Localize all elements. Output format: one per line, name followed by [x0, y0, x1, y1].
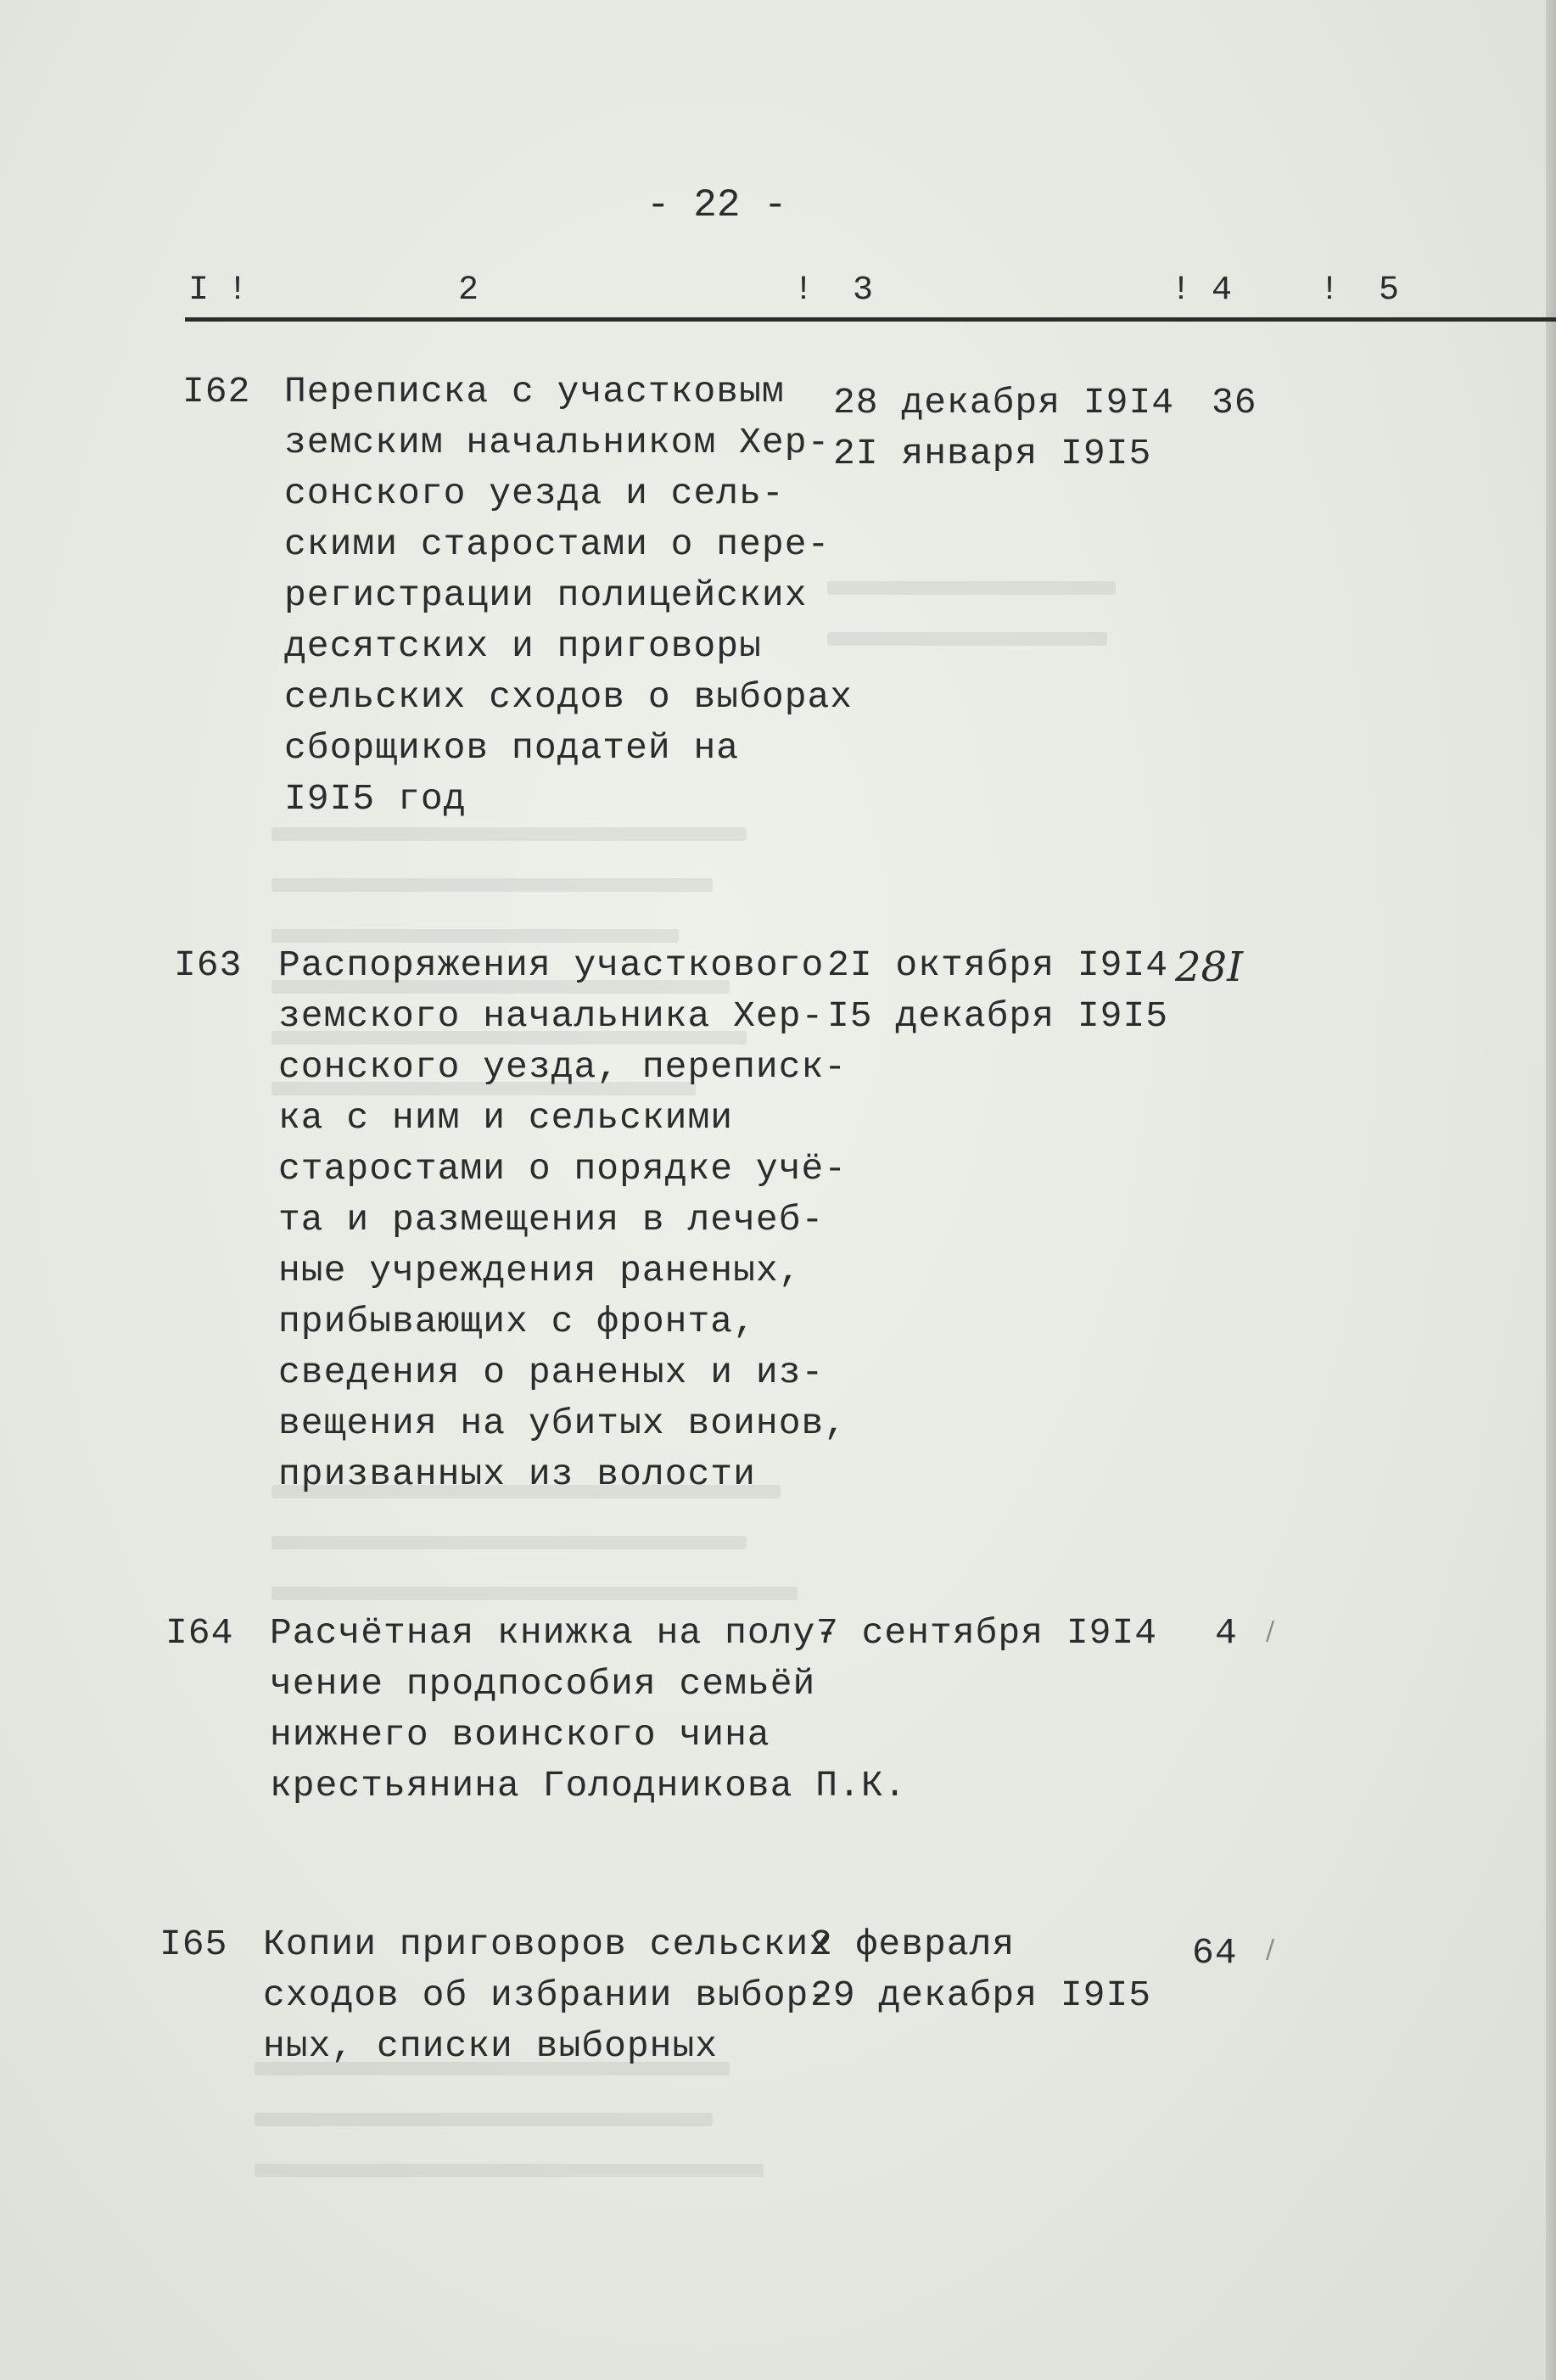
entry-sheet-count: 4	[1215, 1612, 1238, 1654]
description-line: сонского уезда и сель-	[284, 473, 785, 514]
entry-sheet-count: 64	[1192, 1932, 1238, 1974]
entry-description	[284, 367, 853, 825]
description-line: сходов об избрании выбор-	[263, 1974, 832, 2016]
description-line: десятских и приговоры	[284, 625, 762, 667]
entry-description	[278, 940, 847, 1500]
check-mark-icon: /	[1266, 1616, 1275, 1646]
description-line: вещения на убитых воинов,	[278, 1403, 848, 1444]
entry-description	[270, 1608, 907, 1812]
page-number: - 22 -	[646, 183, 787, 227]
description-line: сонского уезда, переписк-	[278, 1046, 848, 1088]
entry-date-from: 7 сентября I9I4	[816, 1612, 1158, 1654]
column-header-3: 3	[853, 272, 874, 310]
entry-date-from: 28 декабря I9I4	[833, 382, 1175, 423]
column-header-1: I	[188, 272, 210, 310]
bleed-through-dates	[827, 581, 1133, 683]
description-line: I9I5 год	[284, 778, 467, 820]
description-line: старостами о порядке учё-	[278, 1148, 848, 1190]
description-line: нижнего воинского чина	[270, 1714, 770, 1756]
description-line: ных, списки выборных	[263, 2025, 719, 2067]
description-line: крестьянина Голодникова П.К.	[270, 1765, 907, 1806]
description-line: земского начальника Хер-	[278, 995, 825, 1037]
bleed-through-bottom	[255, 2062, 781, 2215]
description-line: Расчётная книжка на полу-	[270, 1612, 839, 1654]
column-separator-4: !	[1319, 272, 1341, 310]
check-mark-icon: /	[1266, 1935, 1275, 1964]
entry-date-from: 2 февраля	[810, 1924, 1016, 1965]
description-line: чение продпособия семьёй	[270, 1663, 816, 1705]
description-line: ные учреждения раненых,	[278, 1250, 802, 1291]
entry-number: I64	[165, 1612, 234, 1654]
description-line: Копии приговоров сельских	[263, 1924, 832, 1965]
column-header-4: 4	[1212, 272, 1233, 310]
column-header-5: 5	[1379, 272, 1400, 310]
entry-number: I63	[174, 944, 243, 986]
description-line: ка с ним и сельскими	[278, 1097, 734, 1139]
description-line: призванных из волости	[278, 1453, 756, 1495]
entry-number: I62	[182, 371, 251, 412]
description-line: земским начальником Хер-	[284, 422, 831, 463]
entry-date-to: 29 декабря I9I5	[810, 1974, 1152, 2016]
page-edge-shadow	[1546, 0, 1556, 2380]
description-line: скими старостами о пере-	[284, 524, 831, 565]
description-line: прибывающих с фронта,	[278, 1301, 756, 1342]
description-line: сельских сходов о выборах	[284, 676, 854, 718]
column-separator-3: !	[1171, 272, 1192, 310]
handwritten-sheet-count: 28I	[1175, 944, 1244, 991]
entry-date-to: 2I января I9I5	[833, 433, 1152, 474]
entry-date-from: 2I октября I9I4	[827, 944, 1169, 986]
entry-description	[263, 1919, 831, 2072]
column-separator-2: !	[793, 272, 814, 310]
column-separator-1: !	[227, 272, 249, 310]
entry-date-to: I5 декабря I9I5	[827, 995, 1169, 1037]
description-line: Распоряжения участкового	[278, 944, 825, 986]
description-line: Переписка с участковым	[284, 371, 785, 412]
column-header-2: 2	[458, 272, 479, 310]
entry-number: I65	[160, 1924, 228, 1965]
header-rule	[185, 317, 1556, 322]
entry-sheet-count: 36	[1212, 382, 1257, 423]
description-line: та и размещения в лечеб-	[278, 1199, 825, 1240]
description-line: сведения о раненых и из-	[278, 1352, 825, 1393]
description-line: сборщиков податей на	[284, 727, 740, 769]
description-line: регистрации полицейских	[284, 574, 808, 616]
